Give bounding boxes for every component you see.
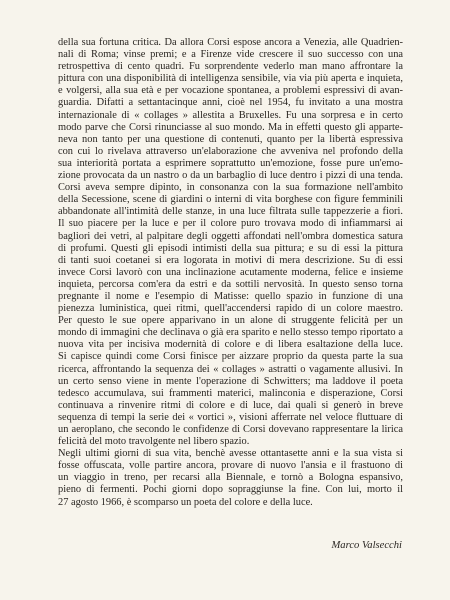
- text-line: di tanti suoi coetanei si era logorata in motivi di mera descrizione. Su di essi: [58, 254, 403, 266]
- text-line: modo parve che Corsi rinunciasse al suo mondo. Ma in effetti questo gli apparte-: [58, 121, 403, 133]
- text-line: nuova vita per incisiva modernità di colore e di libera esaltazione della luce.: [58, 339, 403, 351]
- text-line: un certo senso viene in mente l'operazione di Schwitters; ma laddove il poeta: [58, 375, 403, 387]
- text-line: retrospettiva di cento quadri. Fu sorprendente vederlo man mano affrontare la: [58, 61, 403, 73]
- text-line: un aeroplano, che secondo le confidenze di Corsi dovevano rappresentare la lirica: [58, 424, 403, 435]
- text-line: della sua fortuna critica. Da allora Corsi espose ancora a Venezia, alle Quadrien-: [58, 37, 403, 48]
- text-line: pieno di fermenti. Pochi giorni dopo sopraggiunse la fine. Con lui, morto il: [58, 484, 403, 496]
- text-line: Per questo le sue opere apparivano in un alone di struggente felicità per un: [58, 315, 403, 327]
- text-line: inquieta, percorsa com'era da estri e da sottili nervosità. In questo senso torna: [58, 278, 403, 290]
- text-line: internazionale di « collages » allestita a Bruxelles. Fu una sorpresa e in certo: [58, 109, 403, 121]
- text-line: nali di Roma; vinse premi; e a Firenze vide crescere il suo successo con una: [58, 49, 403, 61]
- text-line: Negli ultimi giorni di sua vita, benchè avesse ottantasette anni e la sua vista si: [58, 448, 403, 460]
- text-line: bagliori dei vetri, al palpitare degli oggetti affondati nell'ombra domestica satura: [58, 230, 403, 242]
- text-line: Il suo piacere per la luce e per il colore puro trovava modo di infiammarsi ai: [58, 218, 403, 230]
- author-signature: Marco Valsecchi: [331, 540, 402, 551]
- body-text: [58, 37, 403, 509]
- text-line: mondo di immagini che declinava o già era sparito e nello stesso tempo riportato a: [58, 327, 403, 339]
- text-line: 27 agosto 1966, è scomparso un poeta del colore e della luce.: [58, 496, 313, 508]
- text-line: tedesco accumulava, sui frammenti materici, malinconia e disperazione, Corsi: [58, 387, 403, 399]
- text-line: zione provocata da un nastro o da un barbaglio di luce dentro i pizzi di una tenda.: [58, 170, 403, 182]
- text-line: pittura con una disponibilità di intelligenza sensibile, via via più aperta e inquieta,: [58, 73, 403, 85]
- text-line: un viaggio in treno, per recarsi alla Biennale, e tornò a Bologna espansivo,: [58, 472, 403, 484]
- paragraph-1: [58, 37, 403, 448]
- text-line: pregnante il nome e l'esempio di Matisse: quello spazio in funzione di una: [58, 290, 403, 302]
- text-line: abbandonate all'intimità delle stanze, in una luce filtrata sulle tappezzerie a fiori.: [58, 206, 403, 218]
- text-line: della Secessione, scene di giardini o interni di vita borghese con figure femminili: [58, 194, 403, 206]
- text-line: sua interiorità portata a esprimere soprattutto un'emozione, fosse pure un'emo-: [58, 157, 403, 169]
- text-line: guardia. Difatti a settantacinque anni, cioè nel 1954, fu invitato a una mostra: [58, 97, 403, 109]
- text-line: e volgersi, alla sua età e per vocazione spontanea, a problemi espressivi di avan-: [58, 85, 403, 97]
- text-line: pienezza luministica, quei ritmi, quell'accendersi rapido di un colore maestro.: [58, 303, 403, 315]
- paragraph-2: [58, 448, 403, 508]
- text-line: ricerca, affrontando la sequenza dei « collages » astratti o vagamente allusivi. In: [58, 363, 403, 375]
- text-line: continuava a rinvenire ritmi di colore e di luce, dai quali si generò in breve: [58, 399, 403, 411]
- text-line: invece Corsi lavorò con una inclinazione acutamente moderna, felice e insieme: [58, 266, 403, 278]
- text-line: di profumi. Questi gli episodi intimisti della sua pittura; e su di essi la pittura: [58, 242, 403, 254]
- text-line: fosse offuscata, volle partire ancora, provare di nuovo l'ansia e il frastuono di: [58, 460, 403, 472]
- text-line: con cui lo rivelava attraverso un'elaborazione che avveniva nel profondo della: [58, 145, 403, 157]
- text-line: felicità del moto travolgente nel libero spazio.: [58, 436, 250, 448]
- text-line: sequenza di tempi la serie dei « vortici », visioni afferrate nel veloce fluttuare di: [58, 411, 403, 423]
- text-line: Corsi aveva sempre dipinto, in consonanza con la sua formazione nell'ambito: [58, 182, 403, 194]
- text-line: neva non tanto per una questione di contenuti, quanto per la libertà espressiva: [58, 133, 403, 145]
- text-line: Si capisce quindi come Corsi finisce per aizzare proprio da questa parte la sua: [58, 351, 403, 363]
